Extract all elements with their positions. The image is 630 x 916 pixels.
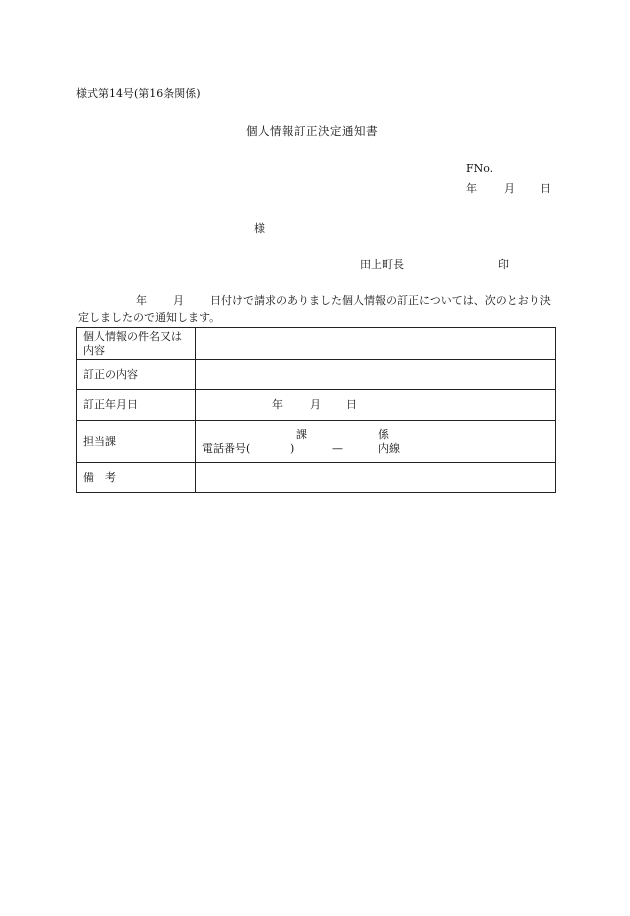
phone-ext: 内線	[378, 441, 400, 455]
table-date-month: 月	[310, 398, 321, 411]
table-row	[77, 360, 556, 390]
date-label: 訂正年月日	[77, 390, 196, 421]
table-date-day: 日	[346, 398, 357, 411]
remarks-label: 備 考	[77, 463, 196, 493]
issuer-line	[360, 256, 509, 272]
notice-body	[78, 292, 558, 326]
table-date-year: 年	[272, 398, 283, 411]
issuer-name: 田上町長	[360, 258, 404, 271]
dept-label: 担当課	[77, 421, 196, 463]
table-row	[77, 390, 556, 421]
table-row	[77, 421, 556, 463]
seal-mark: 印	[498, 258, 509, 271]
table-row	[77, 328, 556, 360]
body-month: 月	[173, 294, 184, 307]
dept-ka: 課	[296, 427, 307, 441]
body-year: 年	[136, 294, 147, 307]
document-title: 個人情報訂正決定通知書	[246, 124, 378, 138]
dept-line	[202, 428, 549, 442]
phone-label: 電話番号(	[202, 441, 251, 455]
issue-date-day: 日	[540, 182, 551, 195]
phone-line	[202, 442, 549, 456]
subject-value[interactable]	[196, 328, 556, 360]
body-text: 日付けで請求のありました個人情報の訂正については、次のとおり決定しましたので通知します。	[78, 294, 551, 324]
issue-date-month: 月	[504, 182, 515, 195]
form-number: 様式第14号(第16条関係)	[76, 87, 201, 100]
phone-dash: —	[332, 441, 343, 455]
correction-info-table	[76, 327, 556, 493]
table-row	[77, 463, 556, 493]
issue-date-year: 年	[466, 182, 477, 195]
remarks-value[interactable]	[196, 463, 556, 493]
date-value[interactable]	[196, 390, 556, 421]
dept-value[interactable]	[196, 421, 556, 463]
phone-close: )	[290, 441, 295, 455]
dept-kakari: 係	[378, 427, 389, 441]
recipient-suffix: 様	[254, 222, 265, 235]
content-label: 訂正の内容	[77, 360, 196, 390]
subject-label: 個人情報の件名又は内容	[77, 328, 196, 360]
content-value[interactable]	[196, 360, 556, 390]
file-number-label: FNo.	[466, 162, 494, 175]
issue-date	[466, 180, 551, 196]
